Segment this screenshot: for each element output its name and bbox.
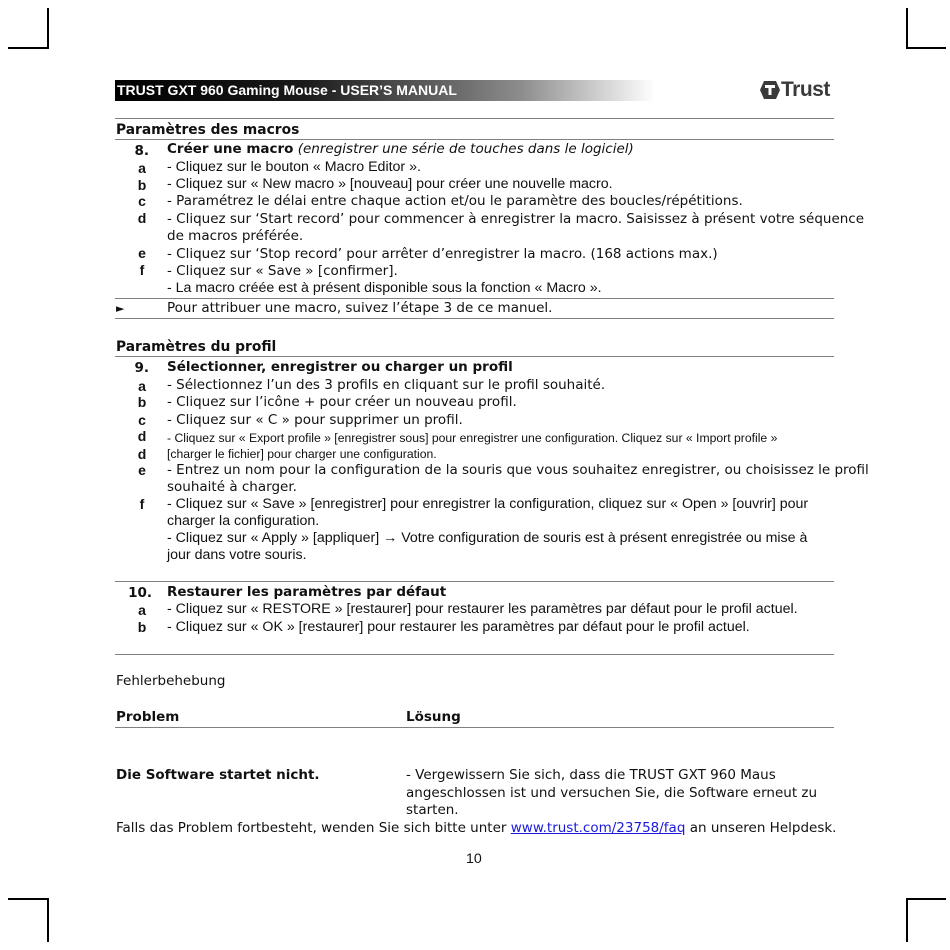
logo-text: Trust — [781, 78, 830, 101]
step-letter: b — [137, 177, 147, 193]
instruction-line: - Cliquez sur « New macro » [nouveau] pour créer une nouvelle macro. — [167, 176, 613, 192]
instruction-line: jour dans votre souris. — [167, 547, 307, 563]
solution-line: angeschlossen ist und versuchen Sie, die Software erneut zu — [406, 785, 818, 801]
step-subtitle: (enregistrer une série de touches dans le logiciel) — [297, 141, 634, 157]
crop-mark — [47, 898, 49, 942]
solution-column-header: Lösung — [406, 709, 461, 725]
macro-note: Pour attribuer une macro, suivez l’étape 3 de ce manuel. — [167, 300, 553, 316]
faq-link[interactable]: www.trust.com/23758/faq — [510, 820, 686, 836]
section-rule — [115, 581, 834, 582]
note-marker-icon: ► — [116, 302, 125, 315]
step-letter: e — [138, 462, 146, 478]
instruction-line: - Cliquez sur le bouton « Macro Editor ». — [167, 159, 421, 175]
instruction-line: - Cliquez sur ‘Start record’ pour commencer à enregistrer la macro. Saisissez à présent votre séquence — [167, 211, 865, 227]
step-letter: a — [138, 378, 146, 394]
page-number: 10 — [466, 851, 482, 867]
step-title-9: Sélectionner, enregistrer ou charger un profil — [167, 359, 513, 375]
step-letter: f — [139, 262, 145, 278]
step-letter: a — [138, 602, 146, 618]
instruction-line: - Cliquez sur « Export profile » [enregistrer sous] pour enregistrer une configuration. Cliquez sur « Import profile » — [167, 431, 778, 445]
step-letter: e — [138, 245, 146, 261]
step-letter: f — [139, 496, 145, 512]
step-title-8 — [167, 141, 634, 158]
section-rule — [115, 654, 834, 655]
solution-line: - Vergewissern Sie sich, dass die TRUST GXT 960 Maus — [406, 767, 776, 783]
troubleshooting-title: Fehlerbehebung — [116, 673, 226, 689]
note-rule — [115, 298, 834, 299]
crop-mark — [47, 8, 49, 48]
instruction-line: [charger le fichier] pour charger une configuration. — [167, 447, 437, 461]
step-number-10: 10. — [128, 585, 152, 601]
instruction-line: - La macro créée est à présent disponible sous la fonction « Macro ». — [167, 280, 602, 296]
instruction-line: charger la configuration. — [167, 513, 320, 529]
step-letter: c — [138, 412, 146, 428]
footer-text: Falls das Problem fortbesteht, wenden Sie sich bitte unter — [116, 820, 511, 836]
crop-mark — [8, 898, 49, 900]
crop-mark — [906, 8, 908, 48]
step-number-9: 9. — [134, 360, 149, 376]
crop-mark — [906, 47, 946, 49]
step-title: Créer une macro — [167, 141, 294, 157]
crop-mark — [906, 898, 908, 942]
macros-section-title: Paramètres des macros — [116, 122, 300, 138]
step-letter: b — [137, 619, 147, 635]
instruction-line: - Cliquez sur « RESTORE » [restaurer] pour restaurer les paramètres par défaut pour le profil actuel. — [167, 601, 798, 617]
step-letter: d — [137, 210, 147, 226]
trust-logo — [759, 78, 830, 102]
instruction-line: - Cliquez sur l’icône + pour créer un nouveau profil. — [167, 394, 517, 410]
instruction-line: - Entrez un nom pour la configuration de la souris que vous souhaitez enregistrer, ou choisissez le profil — [167, 462, 869, 478]
instruction-line: - Cliquez sur « Save » [enregistrer] pour enregistrer la configuration, cliquez sur « Open » [ouvrir] pour — [167, 496, 809, 512]
crop-mark — [906, 898, 946, 900]
footer-text: an unseren Helpdesk. — [685, 820, 837, 836]
instruction-line: de macros préférée. — [167, 228, 304, 244]
step-title-10: Restaurer les paramètres par défaut — [167, 584, 447, 600]
manual-title: TRUST GXT 960 Gaming Mouse - USER’S MANUAL — [117, 82, 457, 98]
problem-cell: Die Software startet nicht. — [116, 767, 320, 783]
instruction-line: - Cliquez sur ‘Stop record’ pour arrêter d’enregistrer la macro. (168 actions max.) — [167, 246, 718, 262]
section-rule — [115, 139, 834, 140]
trust-hexagon-logo-icon — [759, 80, 781, 100]
solution-line: starten. — [406, 802, 459, 818]
header-rule — [115, 118, 834, 119]
instruction-line: souhaité à charger. — [167, 479, 297, 495]
step-number-8: 8. — [134, 143, 149, 159]
profile-section-title: Paramètres du profil — [116, 339, 277, 355]
step-letter: c — [138, 193, 146, 209]
instruction-line: - Cliquez sur « OK » [restaurer] pour restaurer les paramètres par défaut pour le profil actuel. — [167, 619, 750, 635]
section-rule — [115, 356, 834, 357]
instruction-line: - Cliquez sur « Save » [confirmer]. — [167, 263, 398, 279]
instruction-line: - Paramétrez le délai entre chaque action et/ou le paramètre des boucles/répétitions. — [167, 193, 743, 209]
helpdesk-footer — [116, 820, 836, 837]
instruction-line: - Cliquez sur « Apply » [appliquer] → Votre configuration de souris est à présent enregistrée ou mise à — [167, 530, 808, 546]
step-letter: a — [138, 160, 146, 176]
table-header-rule — [115, 727, 834, 728]
step-letter: d — [137, 428, 147, 444]
instruction-line: - Sélectionnez l’un des 3 profils en cliquant sur le profil souhaité. — [167, 377, 606, 393]
instruction-line: - Cliquez sur « C » pour supprimer un profil. — [167, 412, 463, 428]
note-rule — [115, 318, 834, 319]
crop-mark — [8, 47, 49, 49]
step-letter: d — [137, 446, 147, 462]
problem-column-header: Problem — [116, 709, 180, 725]
step-letter: b — [137, 394, 147, 410]
